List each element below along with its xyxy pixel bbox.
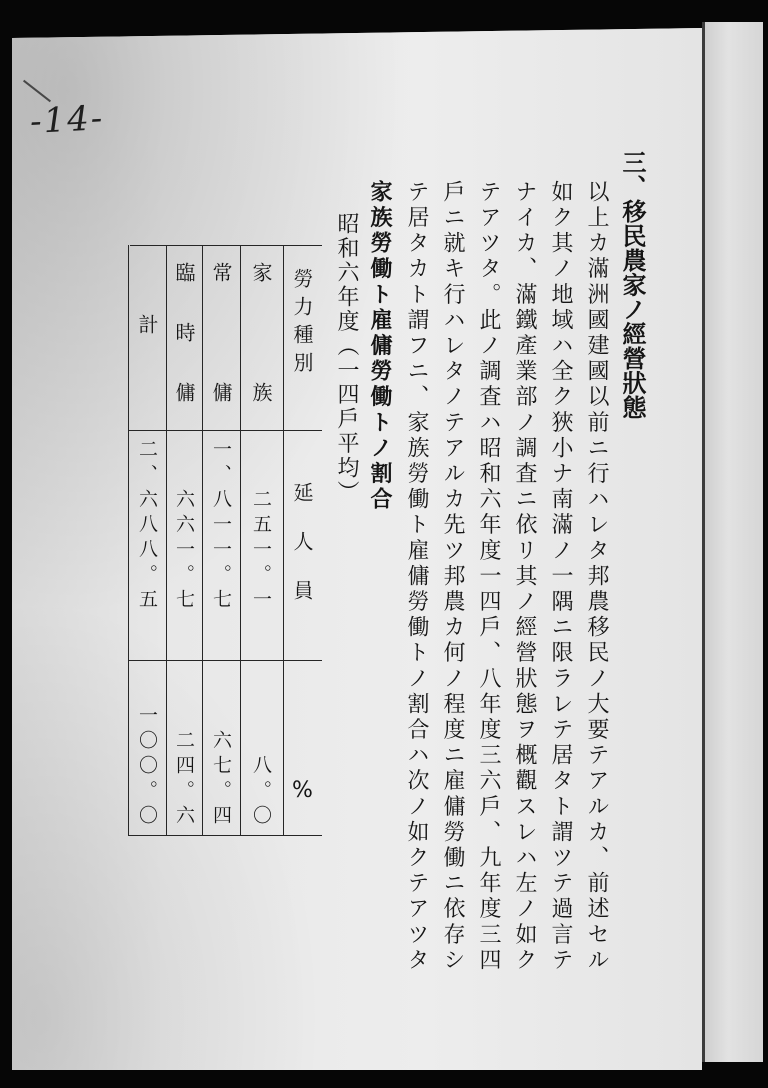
row-total-label: 計 <box>135 314 159 334</box>
body-column-5: 戶ニ就キ行ハレタノテアルカ先ツ邦農カ何ノ程度ニ雇傭勞働ニ依存シ <box>440 180 465 974</box>
body-column-2: 如ク其ノ地域ハ全ク狹小ナ南滿ノ一隅ニ限ラレテ居タト謂ツテ過言テ <box>548 180 573 974</box>
table-column-rule <box>283 245 284 836</box>
body-column-3: ナイカ、滿鐵產業部ノ調査ニ依リ其ノ經營狀態ヲ概觀スレハ左ノ如ク <box>512 180 537 974</box>
section-heading: 三、移民農家ノ經營狀態 <box>618 150 647 420</box>
table-left-rule <box>128 245 129 836</box>
row-regular-hire-label: 常傭 <box>209 262 233 402</box>
row-total-percent: 一〇〇。〇 <box>136 705 158 830</box>
header-person-days: 延人員 <box>290 482 314 600</box>
table-top-rule <box>130 245 322 246</box>
table-middle-rule <box>128 660 322 661</box>
row-total-person-days: 二、六八八。五 <box>136 439 158 614</box>
row-regular-hire-percent: 六七。四 <box>210 730 232 830</box>
row-temporary-hire-label: 臨時傭 <box>172 262 196 402</box>
page-number: -14- <box>29 98 106 142</box>
back-sheet-edge <box>702 22 763 1062</box>
row-temporary-hire-person-days: 六六一。七 <box>173 489 195 614</box>
table-column-rule <box>202 245 203 836</box>
header-percent: % <box>292 778 313 803</box>
row-temporary-hire-percent: 二四。六 <box>173 730 195 830</box>
table-header-rule <box>128 430 322 431</box>
table-bottom-rule <box>128 835 322 836</box>
body-column-6: テ居タカト謂フニ、家族勞働ト雇傭勞働トノ割合ハ次ノ如クテアツタ <box>404 180 429 974</box>
row-family-label: 家族 <box>249 262 273 402</box>
body-column-4: テアツタ。此ノ調査ハ昭和六年度一四戶、八年度三六戶、九年度三四 <box>476 180 501 974</box>
row-regular-hire-person-days: 一、八一一。七 <box>210 439 232 614</box>
row-family-person-days: 二五一。一 <box>250 489 272 614</box>
row-family-percent: 八。〇 <box>250 755 272 830</box>
header-category: 勞力種別 <box>290 268 314 372</box>
body-column-1: 以上カ滿洲國建國以前ニ行ハレタ邦農移民ノ大要テアルカ、前述セル <box>584 180 609 974</box>
table-column-rule <box>166 245 167 836</box>
table-title: 家族勞働ト雇傭勞働トノ割合 <box>367 180 393 513</box>
table-subtitle: 昭和六年度（一四戶平均） <box>334 212 359 505</box>
table-column-rule <box>240 245 241 836</box>
